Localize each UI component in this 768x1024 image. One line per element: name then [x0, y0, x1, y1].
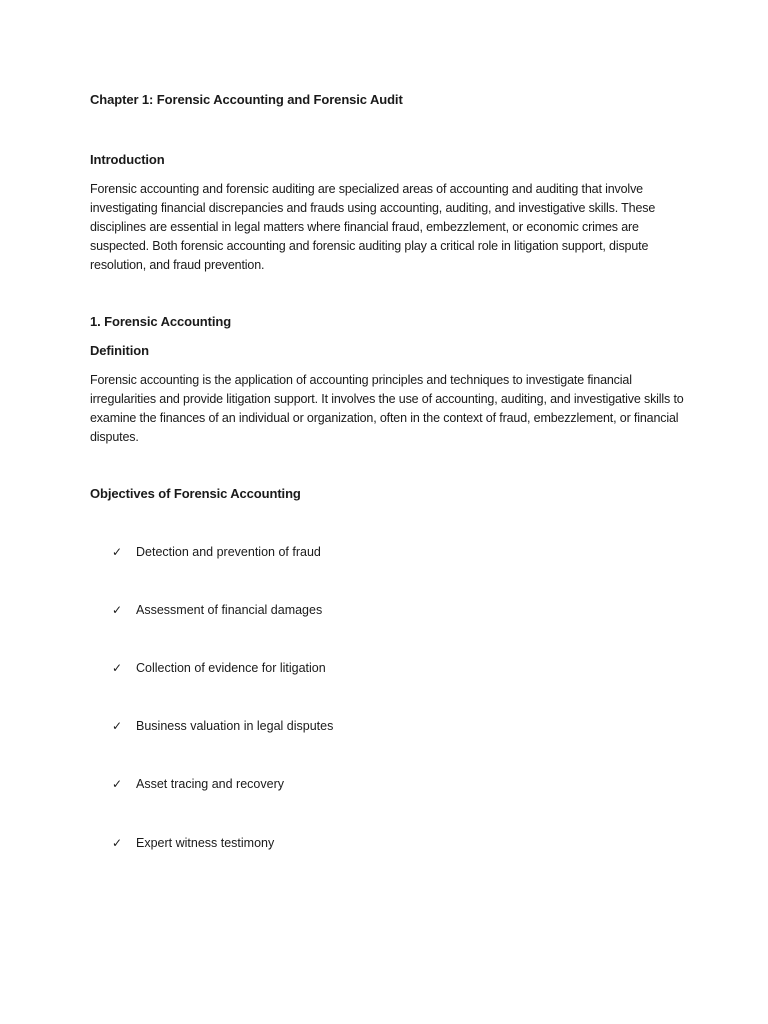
objective-item [112, 836, 274, 850]
objective-label: Business valuation in legal disputes [136, 719, 334, 733]
checkmark-icon: ✓ [112, 661, 123, 675]
section-heading-forensic-accounting: 1. Forensic Accounting [90, 314, 232, 329]
objective-item [112, 545, 321, 559]
checkmark-icon: ✓ [112, 777, 123, 791]
objective-label: Collection of evidence for litigation [136, 661, 326, 675]
objective-item [112, 777, 284, 791]
definition-paragraph: Forensic accounting is the application of accounting principles and techniques to investigate financial irregularities and provide litigation support. It involves the use of accounting, auditing, and investigative skills to examine the finances of an individual or organization, often in the context of fraud, embezzlement, or financial disputes. [90, 373, 684, 444]
checkmark-icon: ✓ [112, 603, 123, 617]
objective-label: Asset tracing and recovery [136, 777, 284, 791]
introduction-paragraph: Forensic accounting and forensic auditing are specialized areas of accounting and auditing that involve investigating financial discrepancies and frauds using accounting, auditing, and investigative skills. These disciplines are essential in legal matters where financial fraud, embezzlement, or economic crimes are suspected. Both forensic accounting and forensic auditing play a critical role in litigation support, dispute resolution, and fraud prevention. [90, 182, 656, 272]
objectives-heading: Objectives of Forensic Accounting [90, 486, 301, 501]
objective-label: Expert witness testimony [136, 836, 275, 850]
checkmark-icon: ✓ [112, 719, 123, 733]
objective-label: Assessment of financial damages [136, 603, 323, 617]
checkmark-icon: ✓ [112, 545, 123, 559]
objective-label: Detection and prevention of fraud [136, 545, 321, 559]
objective-item [112, 719, 333, 733]
definition-heading: Definition [90, 343, 149, 358]
introduction-heading: Introduction [90, 152, 165, 167]
objective-item [112, 603, 322, 617]
chapter-title: Chapter 1: Forensic Accounting and Forensic Audit [90, 92, 403, 107]
objective-item [112, 661, 326, 675]
checkmark-icon: ✓ [112, 836, 123, 850]
